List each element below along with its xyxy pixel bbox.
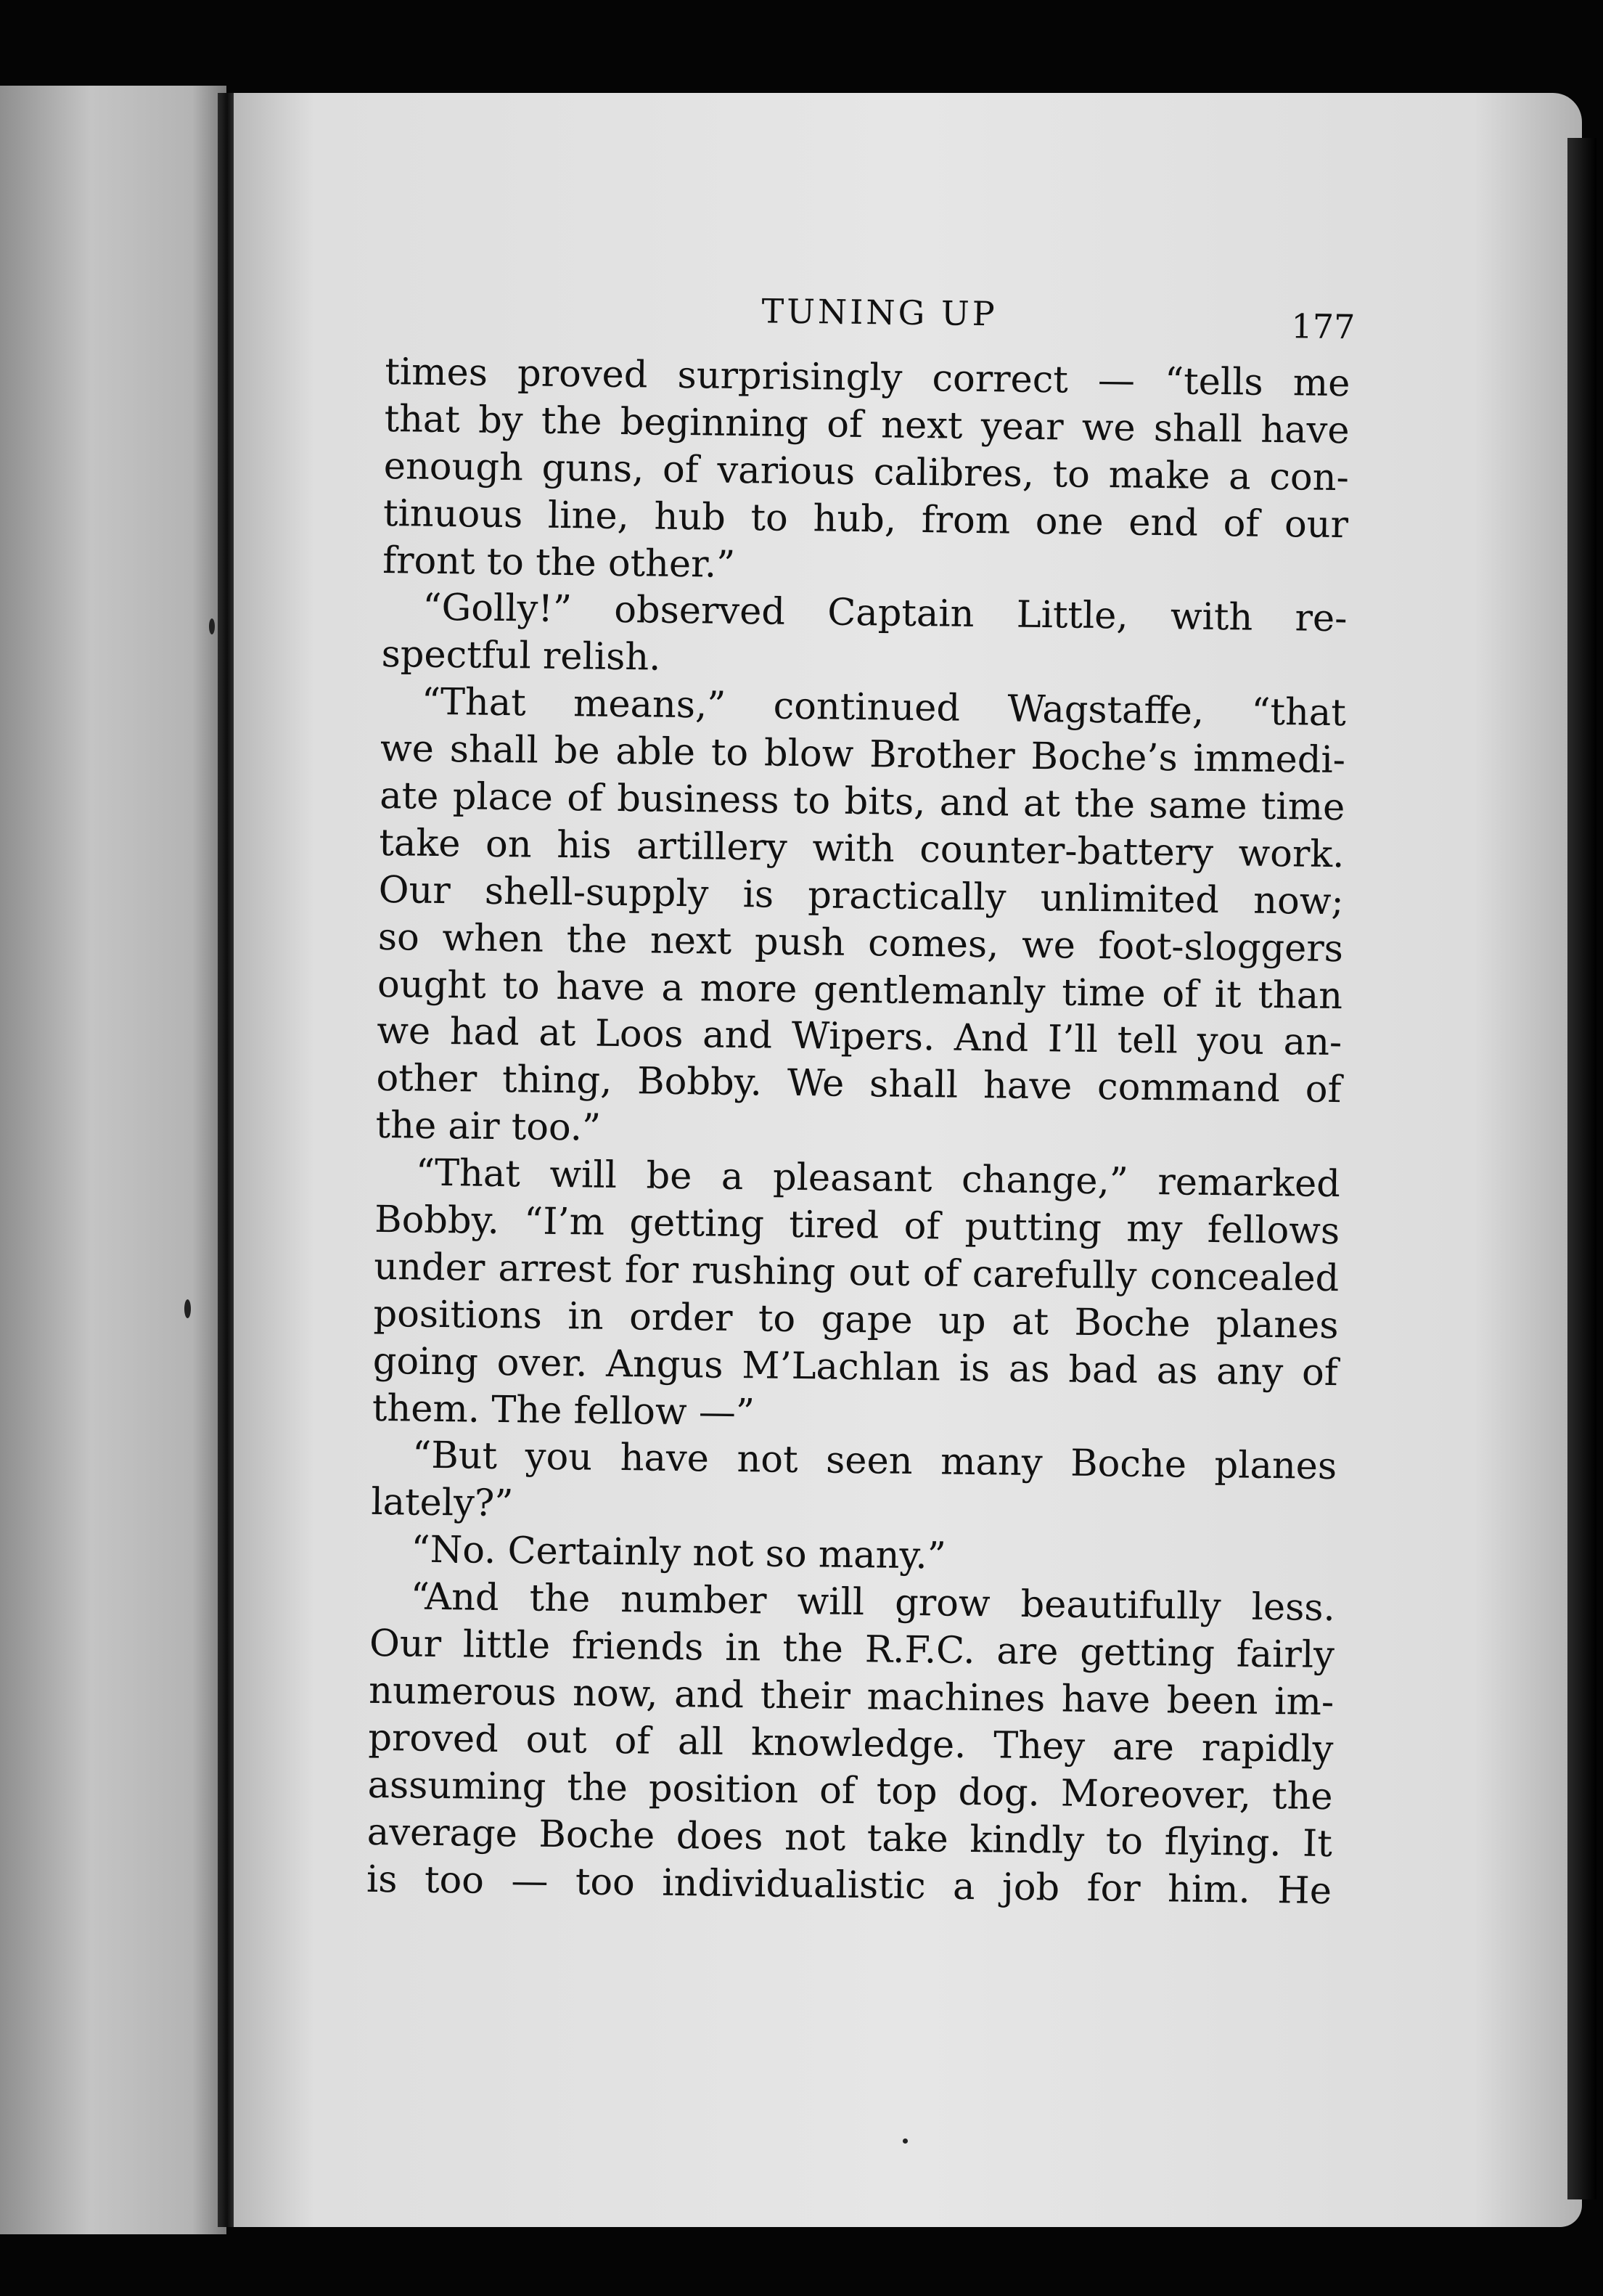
text-line: Our shell-supply is practically unlimited now; [378, 868, 1344, 923]
text-line: “No. Certainly not so many.” [411, 1528, 947, 1578]
text-line: times proved surprisingly correct — “tells me [385, 350, 1350, 406]
text-line: average Boche does not take kindly to flying. It [366, 1810, 1333, 1866]
text-line: numerous now, and their machines have been im- [368, 1669, 1335, 1725]
text-line: Our little friends in the R.F.C. are getting fairly [369, 1622, 1335, 1678]
text-line: “And the number will grow beautifully less. [410, 1575, 1336, 1630]
text-line: “That will be a pleasant change,” remarked [415, 1151, 1341, 1206]
text-line: tinuous line, hub to hub, from one end of our [382, 491, 1349, 547]
margin-mark [184, 1299, 191, 1318]
text-line: enough guns, of various calibres, to make a con- [383, 444, 1350, 500]
text-line: assuming the position of top dog. Moreover, the [367, 1763, 1333, 1818]
margin-mark [209, 618, 215, 634]
text-line: other thing, Bobby. We shall have command of [376, 1057, 1342, 1112]
text-line: ought to have a more gentlemanly time of it than [377, 963, 1343, 1018]
running-title: TUNING UP [761, 291, 999, 334]
text-line: them. The fellow —” [372, 1386, 755, 1434]
margin-mark [903, 2138, 908, 2144]
facing-page [0, 86, 226, 2234]
text-line: so when the next push comes, we foot-sloggers [377, 915, 1344, 971]
text-line: “But you have not seen many Boche planes [411, 1434, 1337, 1489]
text-line: positions in order to gape up at Boche planes [373, 1292, 1339, 1347]
text-line: going over. Angus M’Lachlan is as bad as any of [372, 1339, 1339, 1394]
text-line: that by the beginning of next year we shall have [384, 397, 1350, 453]
text-line: “Golly!” observed Captain Little, with re- [422, 587, 1348, 641]
text-line: the air too.” [375, 1104, 602, 1150]
text-line: lately?” [371, 1481, 514, 1526]
text-line: spectful relish. [381, 633, 661, 680]
text-line: proved out of all knowledge. They are rapidly [368, 1716, 1334, 1771]
text-line: “That means,” continued Wagstaffe, “that [421, 680, 1347, 735]
text-line: take on his artillery with counter-battery work. [379, 821, 1345, 877]
page-edge-shadow [1567, 138, 1596, 2199]
text-line: we shall be able to blow Brother Boche’s immedi- [380, 727, 1346, 783]
text-line: under arrest for rushing out of carefully concealed [374, 1245, 1340, 1301]
text-line: ate place of business to bits, and at the same time [379, 774, 1345, 830]
text-line: Bobby. “I’m getting tired of putting my fellows [374, 1198, 1340, 1254]
text-line: we had at Loos and Wipers. And I’ll tell you an- [376, 1010, 1342, 1065]
body-text [366, 349, 1350, 1915]
text-line: is too — too individualistic a job for him. He [366, 1858, 1332, 1913]
page-text-block [366, 279, 1356, 1915]
running-head [385, 279, 1356, 361]
page-number: 177 [1291, 306, 1356, 347]
text-line: front to the other.” [382, 539, 736, 587]
